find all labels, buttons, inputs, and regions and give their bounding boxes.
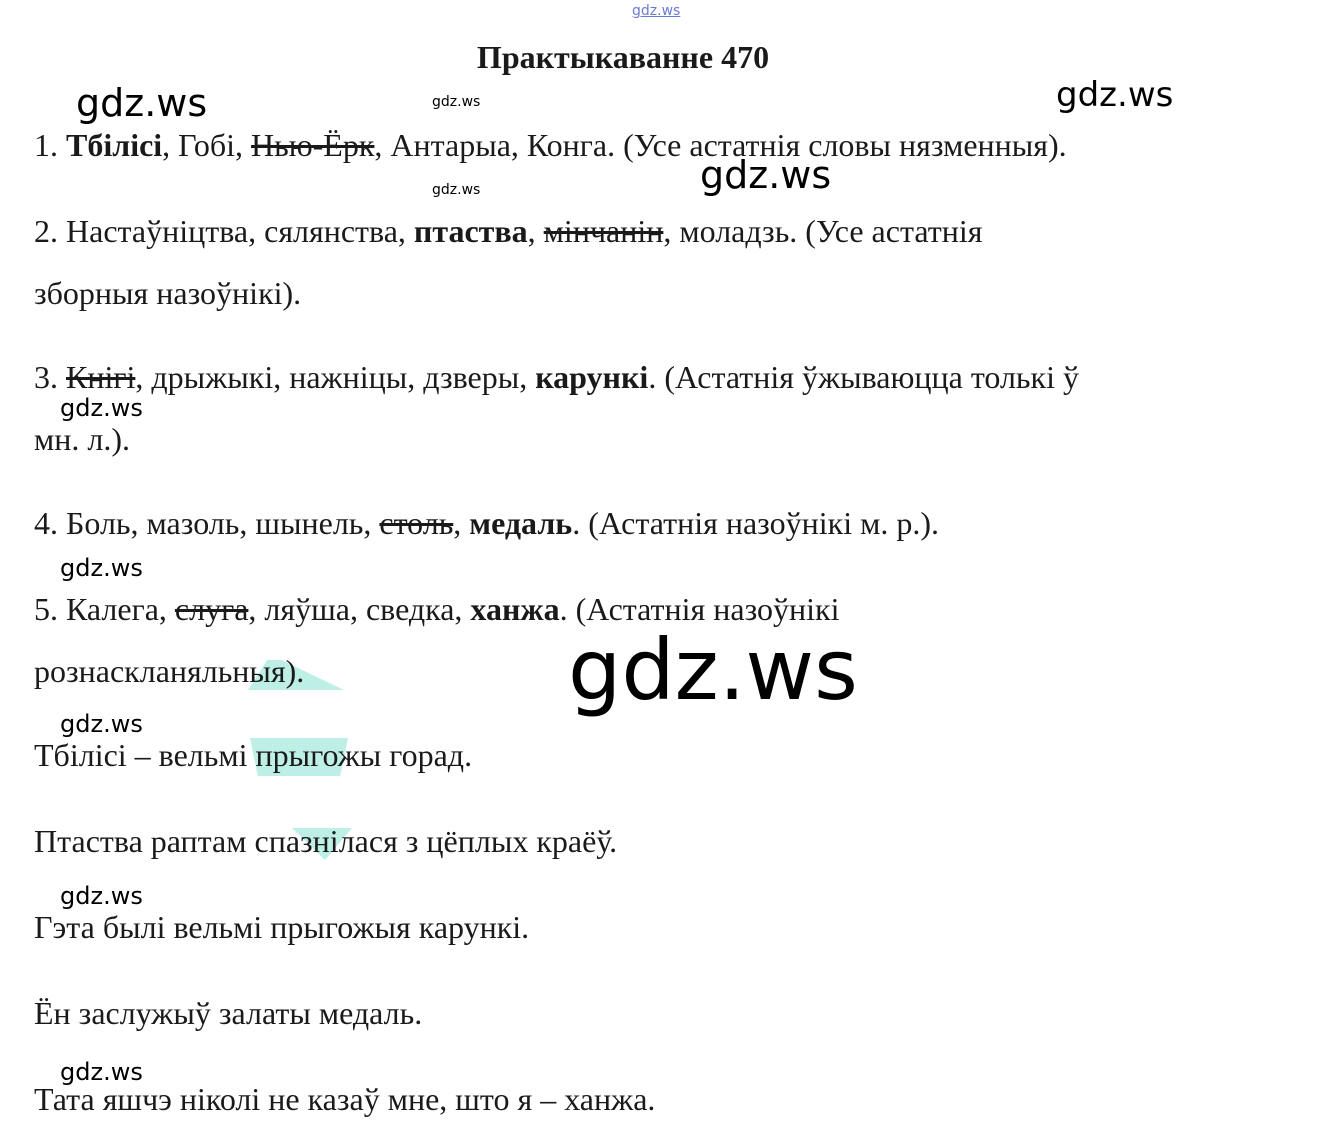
answer-item-3-continued: мн. л.). (34, 421, 130, 457)
watermark-large: gdz.ws (568, 621, 858, 719)
answer-item-1 (34, 126, 1067, 164)
text: Калега, (66, 591, 175, 627)
watermark: gdz.ws (700, 153, 832, 197)
text: Настаўніцтва, сялянства, (66, 213, 414, 249)
answer-item-5 (34, 590, 839, 628)
example-sentence: Тбілісі – вельмі прыгожы горад. (34, 737, 473, 773)
example-sentence: Гэта былі вельмі прыгожыя карункі. (34, 909, 530, 945)
item-number: 1. (34, 127, 66, 163)
crossed-out-word: слуга (174, 591, 249, 627)
text: , Антарыа, Конга. (Усе астатнія словы нязменныя). (374, 127, 1067, 163)
watermark: gdz.ws (60, 882, 143, 910)
text: , моладзь. (Усе астатнія (663, 213, 983, 249)
crossed-out-word: мінчанін (543, 213, 664, 249)
text: . (Астатнія ўжываюцца толькі ў (648, 359, 1079, 395)
watermark: gdz.ws (60, 554, 143, 582)
answer-item-4 (34, 504, 939, 542)
text: , Гобі, (162, 127, 252, 163)
text: Боль, мазоль, шынель, (66, 505, 380, 541)
highlighted-word: медаль (469, 505, 573, 541)
text: , (527, 213, 544, 249)
text: , ляўша, сведка, (248, 591, 471, 627)
item-number: 4. (34, 505, 66, 541)
highlighted-word: птаства (413, 213, 528, 249)
watermark: gdz.ws (60, 394, 143, 422)
text: , (453, 505, 470, 541)
item-number: 5. (34, 591, 66, 627)
example-sentence: Птаства раптам спазнілася з цёплых краёў. (34, 823, 618, 859)
answer-item-2 (34, 212, 982, 250)
highlighted-word: карункі (535, 359, 649, 395)
example-sentence: Ён заслужыў залаты медаль. (34, 995, 423, 1031)
answer-item-2-continued: зборныя назоўнікі). (34, 275, 302, 311)
watermark: gdz.ws (432, 94, 481, 110)
example-sentence: Тата яшчэ ніколі не казаў мне, што я – ханжа. (34, 1081, 656, 1117)
watermark: gdz.ws (60, 1058, 143, 1086)
item-number: 2. (34, 213, 66, 249)
watermark: gdz.ws (60, 710, 143, 738)
watermark: gdz.ws (1056, 75, 1174, 115)
text: . (Астатнія назоўнікі (559, 591, 840, 627)
highlighted-word: Тбілісі (66, 127, 163, 163)
crossed-out-word: Нью-Ёрк (251, 127, 375, 163)
answer-item-5-continued: рознаскланяльныя). (34, 653, 305, 689)
text: . (Астатнія назоўнікі м. р.). (572, 505, 939, 541)
crossed-out-word: столь (379, 505, 454, 541)
text: , дрыжыкі, нажніцы, дзверы, (135, 359, 536, 395)
highlighted-word: ханжа (470, 591, 560, 627)
watermark: gdz.ws (76, 81, 208, 125)
crossed-out-word: Кнігі (66, 359, 136, 395)
page-title: Практыкаванне 470 (476, 39, 770, 75)
watermark-top[interactable]: gdz.ws (632, 3, 681, 19)
watermark: gdz.ws (432, 182, 481, 198)
answer-item-3 (34, 358, 1079, 396)
item-number: 3. (34, 359, 66, 395)
